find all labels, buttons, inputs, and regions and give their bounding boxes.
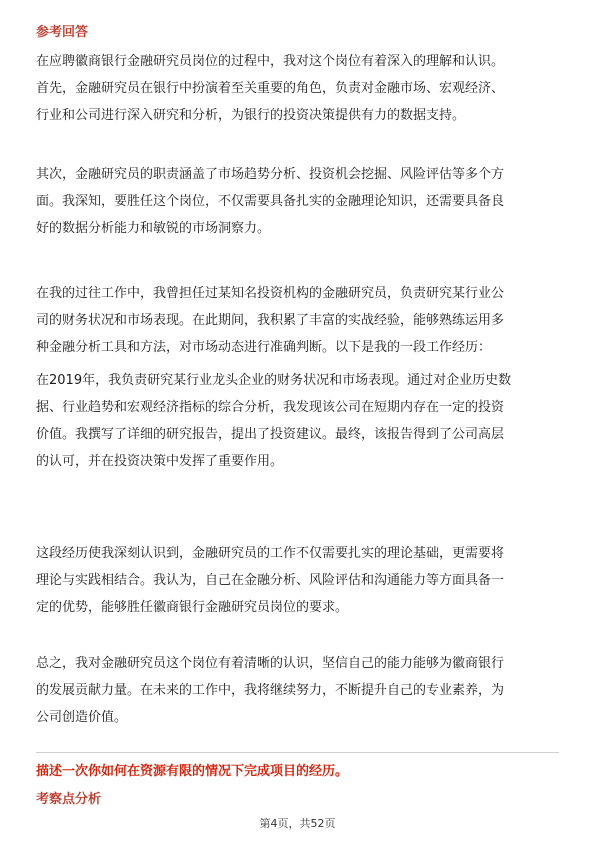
paragraph-line: 价值。我撰写了详细的研究报告，提出了投资建议。最终，该报告得到了公司高层	[36, 427, 505, 442]
paragraph-line: 公司创造价值。	[36, 710, 128, 725]
paragraph-line: 据、行业趋势和宏观经济指标的综合分析，我发现该公司在短期内存在一定的投资	[36, 400, 505, 415]
section-divider	[36, 752, 559, 753]
paragraph-line: 司的财务状况和市场表现。在此期间，我积累了丰富的实战经验，能够熟练运用多	[36, 313, 505, 328]
paragraph-line: 在2019年，我负责研究某行业龙头企业的财务状况和市场表现。通过对企业历史数	[36, 373, 512, 388]
paragraph-line: 理论与实践相结合。我认为，自己在金融分析、风险评估和沟通能力等方面具备一	[36, 573, 505, 588]
paragraph-6	[36, 650, 566, 731]
section-heading-reference-answer: 参考回答	[36, 25, 89, 40]
paragraph-4	[36, 367, 566, 475]
section-heading-analysis: 考察点分析	[36, 792, 102, 807]
paragraph-line: 的发展贡献力量。在未来的工作中，我将继续努力，不断提升自己的专业素养，为	[36, 683, 505, 698]
paragraph-line: 好的数据分析能力和敏锐的市场洞察力。	[36, 221, 271, 236]
paragraph-line: 这段经历使我深刻认识到，金融研究员的工作不仅需要扎实的理论基础，更需要将	[36, 546, 505, 561]
page-number-footer: 第4页，共52页	[259, 817, 336, 830]
paragraph-line: 种金融分析工具和方法，对市场动态进行准确判断。以下是我的一段工作经历：	[36, 340, 492, 355]
paragraph-line: 的认可，并在投资决策中发挥了重要作用。	[36, 454, 284, 469]
paragraph-line: 在我的过往工作中，我曾担任过某知名投资机构的金融研究员，负责研究某行业公	[36, 286, 505, 301]
paragraph-line: 在应聘徽商银行金融研究员岗位的过程中，我对这个岗位有着深入的理解和认识。	[36, 54, 505, 69]
paragraph-line: 行业和公司进行深入研究和分析，为银行的投资决策提供有力的数据支持。	[36, 108, 466, 123]
paragraph-line: 面。我深知，要胜任这个岗位，不仅需要具备扎实的金融理论知识，还需要具备良	[36, 194, 505, 209]
interview-question: 描述一次你如何在资源有限的情况下完成项目的经历。	[36, 764, 349, 779]
paragraph-5	[36, 540, 566, 621]
paragraph-1	[36, 48, 566, 129]
paragraph-line: 其次，金融研究员的职责涵盖了市场趋势分析、投资机会挖掘、风险评估等多个方	[36, 167, 505, 182]
paragraph-line: 总之，我对金融研究员这个岗位有着清晰的认识，坚信自己的能力能够为徽商银行	[36, 656, 505, 671]
paragraph-2	[36, 161, 566, 242]
paragraph-line: 首先，金融研究员在银行中扮演着至关重要的角色，负责对金融市场、宏观经济、	[36, 81, 505, 96]
paragraph-line: 定的优势，能够胜任徽商银行金融研究员岗位的要求。	[36, 600, 349, 615]
paragraph-3	[36, 280, 566, 361]
